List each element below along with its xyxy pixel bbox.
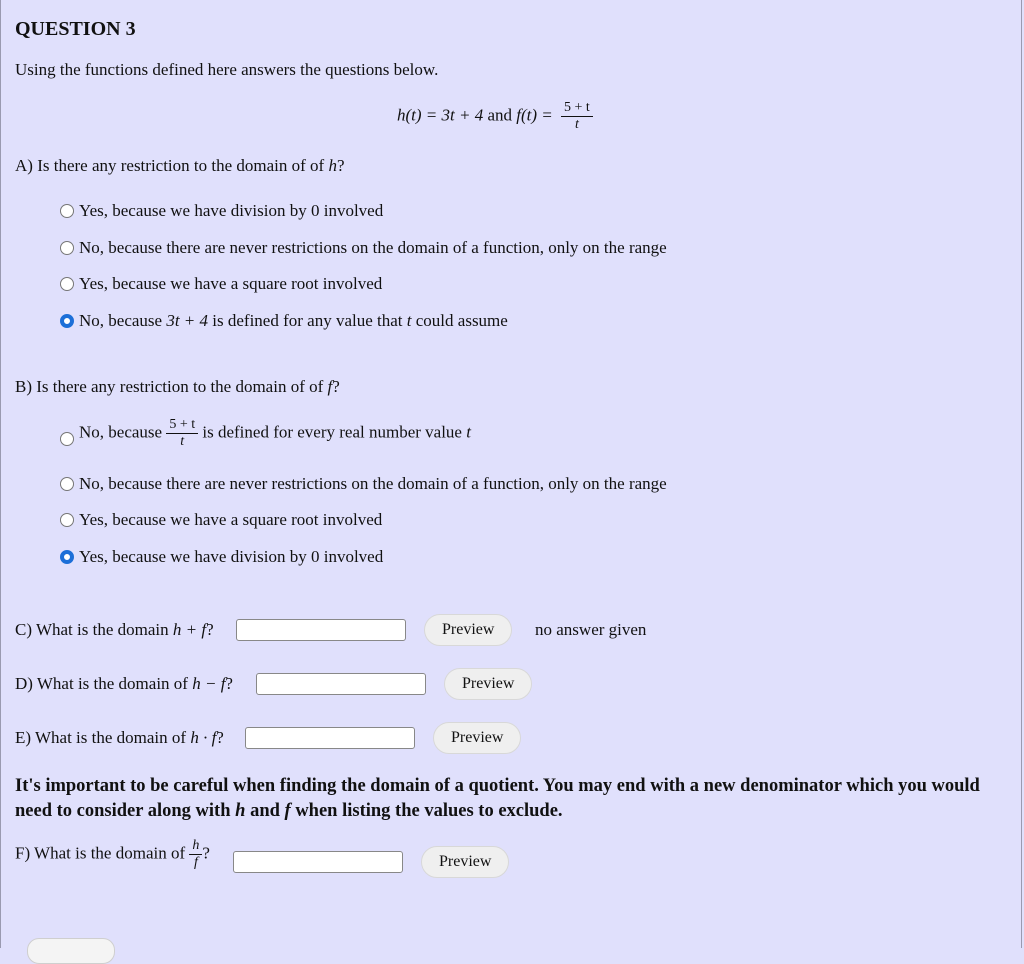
part-b-option-3-radio[interactable] [60,513,74,527]
part-a-prompt [15,156,345,176]
part-c-suffix: ? [206,620,214,639]
part-e-math: h · f [190,728,217,747]
part-d-prompt-text: D) What is the domain of [15,674,188,693]
part-a-option-4-math: 3t + 4 [166,311,209,330]
part-a-option-2-radio[interactable] [60,241,74,255]
note-and: and [250,801,280,821]
part-f-suffix: ? [202,843,210,863]
part-a-option-1-label: Yes, because we have division by 0 involved [79,201,384,220]
part-b-option-1-fraction [166,417,198,450]
note-var-f: f [284,801,291,821]
part-c-prompt-text: C) What is the domain [15,620,169,639]
part-b-option-1-prefix: No, because [79,422,163,442]
part-e-prompt [15,728,224,748]
note-text-1: It's important to be careful when finding the domain of a quotient. You may end with a new denominator which you would need to consider along with [15,776,980,821]
f-numerator: 5 + t [561,100,593,117]
part-b-suffix: ? [332,377,340,396]
part-b-prompt [15,377,340,397]
part-b-option-1-var: t [466,422,471,442]
part-c-prompt [15,620,214,640]
part-d-preview-button[interactable]: Preview [444,668,532,700]
part-a-prompt-text: A) Is there any restriction to the domain of of [15,156,325,175]
part-b-var: f [327,377,333,396]
part-b-option-4-label: Yes, because we have division by 0 involved [79,547,384,566]
f-lhs: f(t) = [516,105,553,125]
part-f-prompt [15,838,210,871]
part-a-option-4-suffix: could assume [415,311,508,330]
part-a-option-4-prefix: No, because [79,311,163,330]
part-f-fraction [189,838,202,871]
part-a-option-2-label: No, because there are never restrictions on the domain of a function, only on the range [79,238,667,257]
part-d-answer-input[interactable] [256,673,426,695]
part-d-suffix: ? [225,674,233,693]
f-denominator: t [574,117,579,132]
note-var-h: h [235,801,246,821]
formula-and: and [487,105,513,125]
part-b-option-1-mid: is defined for every real number value [202,422,462,442]
part-b-option-2-radio[interactable] [60,477,74,491]
part-a-option-3-radio[interactable] [60,277,74,291]
part-e-preview-button[interactable]: Preview [433,722,521,754]
part-a-option-4-radio[interactable] [60,314,74,328]
part-a-suffix: ? [336,156,345,175]
part-b-prompt-text: B) Is there any restriction to the domain of of [15,377,324,396]
quotient-note [15,774,1005,824]
part-d-prompt [15,674,233,694]
part-b-option-1-label [79,417,471,450]
part-c-math: h + f [172,620,207,639]
part-a-var: h [328,156,337,175]
part-a-option-4-var: t [406,311,412,330]
h-definition: h(t) = 3t + 4 [397,105,484,125]
function-definitions [397,100,593,133]
partially-visible-button[interactable] [27,938,115,964]
part-e-suffix: ? [216,728,224,747]
part-b-option-4-radio[interactable] [60,550,74,564]
part-b-fraction-numerator: 5 + t [166,417,198,434]
part-f-prompt-text: F) What is the domain of [15,843,186,863]
part-f-denominator: f [193,855,198,870]
question-intro: Using the functions defined here answers the questions below. [15,60,439,79]
part-e-answer-input[interactable] [245,727,415,749]
part-c-preview-button[interactable]: Preview [424,614,512,646]
part-a-option-4-label [79,311,508,331]
note-text-2: when listing the values to exclude. [295,801,563,821]
f-fraction [561,100,593,133]
part-c-answer-input[interactable] [236,619,406,641]
part-d-math: h − f [192,674,226,693]
part-a-option-4-mid: is defined for any value that [212,311,403,330]
part-e-prompt-text: E) What is the domain of [15,728,187,747]
question-title: QUESTION 3 [15,18,136,40]
part-b-option-2-label: No, because there are never restrictions on the domain of a function, only on the range [79,474,667,493]
part-b-option-3-label: Yes, because we have a square root involved [79,510,383,529]
part-b-option-1-radio[interactable] [60,432,74,446]
part-f-answer-input[interactable] [233,851,403,873]
part-c-status: no answer given [535,620,647,639]
part-f-preview-button[interactable]: Preview [421,846,509,878]
part-a-option-3-label: Yes, because we have a square root involved [79,274,383,293]
part-f-numerator: h [189,838,202,855]
part-a-option-1-radio[interactable] [60,204,74,218]
part-b-fraction-denominator: t [180,434,185,449]
